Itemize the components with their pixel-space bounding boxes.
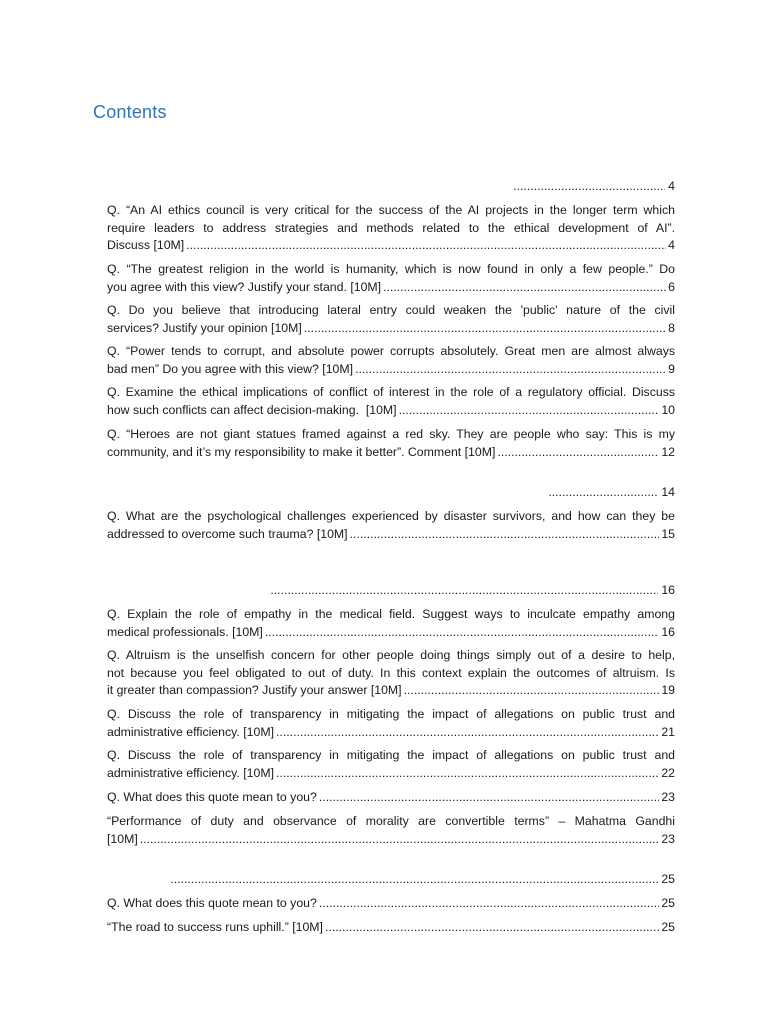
toc-page-number: 14 bbox=[661, 485, 675, 499]
toc-entry[interactable] bbox=[107, 919, 675, 937]
toc-entry[interactable] bbox=[107, 202, 675, 255]
toc-entry-text: Q. Altruism is the unselfish concern for other people doing things simply out of a desire to help, bbox=[107, 648, 675, 662]
toc-entry-text: bad men” Do you agree with this view? [10M] bbox=[107, 361, 354, 376]
toc-page-number: 16 bbox=[661, 583, 675, 597]
dot-leader bbox=[497, 444, 659, 462]
toc-entry-text: it greater than compassion? Justify your answer [10M] bbox=[107, 683, 402, 698]
toc-entry-placeholder[interactable] bbox=[107, 484, 675, 502]
toc-entry-text: administrative efficiency. [10M] bbox=[107, 765, 274, 780]
toc-page-number: 25 bbox=[661, 920, 675, 934]
toc-entry-text: Q. “An AI ethics council is very critical for the success of the AI projects in the longer term which bbox=[107, 203, 675, 217]
toc-entry-text: administrative efficiency. [10M] bbox=[107, 724, 274, 739]
dot-leader bbox=[319, 789, 659, 807]
dot-leader bbox=[399, 402, 660, 420]
dot-leader bbox=[325, 919, 659, 937]
toc-entry[interactable] bbox=[107, 261, 675, 296]
toc-entry-text: [10M] bbox=[107, 831, 138, 846]
toc-page-number: 10 bbox=[661, 402, 675, 417]
toc-entry-text: “The road to success runs uphill.” [10M] bbox=[107, 920, 323, 934]
toc-entry[interactable] bbox=[107, 343, 675, 378]
toc-entry[interactable] bbox=[107, 706, 675, 741]
toc-entry-placeholder[interactable] bbox=[107, 178, 675, 196]
toc-page-number: 25 bbox=[661, 896, 675, 910]
toc-page-number: 22 bbox=[661, 765, 675, 780]
toc-entry[interactable] bbox=[107, 302, 675, 337]
toc-entry-text: Q. “The greatest religion in the world is humanity, which is now found in only a few people.” Do bbox=[107, 262, 675, 276]
toc-entry-text: Q. What does this quote mean to you? bbox=[107, 790, 317, 804]
toc-entry-text: services? Justify your opinion [10M] bbox=[107, 320, 302, 335]
dot-leader bbox=[513, 178, 665, 196]
toc-entry-text: Q. Discuss the role of transparency in mitigating the impact of allegations on public trust and bbox=[107, 748, 675, 762]
toc-entry[interactable] bbox=[107, 426, 675, 461]
dot-leader bbox=[140, 831, 660, 849]
dot-leader bbox=[276, 724, 659, 742]
toc-entry-text: “Performance of duty and observance of morality are convertible terms” – Mahatma Gandhi bbox=[107, 814, 675, 828]
toc-entry-text: addressed to overcome such trauma? [10M] bbox=[107, 526, 348, 541]
dot-leader bbox=[355, 361, 666, 379]
dot-leader bbox=[548, 484, 658, 502]
toc-page-number: 12 bbox=[661, 444, 675, 459]
toc-entry[interactable] bbox=[107, 384, 675, 419]
dot-leader bbox=[319, 895, 659, 913]
toc-entry[interactable] bbox=[107, 813, 675, 848]
toc-entry-text: how such conflicts can affect decision-making. [10M] bbox=[107, 402, 397, 417]
dot-leader bbox=[383, 279, 666, 297]
toc-page-number: 4 bbox=[668, 179, 675, 193]
toc-page-number: 15 bbox=[661, 526, 675, 541]
toc-page-number: 4 bbox=[668, 238, 675, 253]
toc-page-number: 9 bbox=[668, 361, 675, 376]
toc-entry-text: Q. Discuss the role of transparency in mitigating the impact of allegations on public trust and bbox=[107, 707, 675, 721]
dot-leader bbox=[276, 765, 659, 783]
toc-entry-text: Q. What are the psychological challenges experienced by disaster survivors, and how can they be bbox=[107, 509, 675, 523]
toc-entry[interactable] bbox=[107, 647, 675, 700]
dot-leader bbox=[265, 624, 659, 642]
dot-leader bbox=[350, 526, 660, 544]
toc-page-number: 19 bbox=[661, 683, 675, 698]
toc-entry-text: Q. Explain the role of empathy in the medical field. Suggest ways to inculcate empathy among bbox=[107, 607, 675, 621]
toc-entry-text: Q. Do you believe that introducing lateral entry could weaken the 'public' nature of the civil bbox=[107, 303, 675, 317]
toc-entry-text: not because you feel obligated to out of duty. In this context explain the outcomes of altruism. Is bbox=[107, 665, 675, 680]
toc-entry-text: Q. “Heroes are not giant statues framed against a red sky. They are people who say: This is my bbox=[107, 427, 675, 441]
toc-entry[interactable] bbox=[107, 606, 675, 641]
dot-leader bbox=[270, 582, 658, 600]
toc-entry-text: medical professionals. [10M] bbox=[107, 624, 263, 639]
toc-entry-text: Discuss [10M] bbox=[107, 238, 185, 253]
toc-entry-text: Q. “Power tends to corrupt, and absolute power corrupts absolutely. Great men are almost always bbox=[107, 344, 675, 358]
toc-page-number: 21 bbox=[661, 724, 675, 739]
toc-entry-text: community, and it’s my responsibility to make it better”. Comment [10M] bbox=[107, 444, 496, 459]
toc-entry-text: Q. Examine the ethical implications of conflict of interest in the role of a regulatory official. Discuss bbox=[107, 385, 675, 399]
dot-leader bbox=[186, 237, 666, 255]
toc-entry-placeholder[interactable] bbox=[107, 582, 675, 600]
toc-entry-text: you agree with this view? Justify your stand. [10M] bbox=[107, 279, 382, 294]
toc-page-number: 8 bbox=[668, 320, 675, 335]
toc-page-number: 23 bbox=[661, 790, 675, 804]
toc-entry[interactable] bbox=[107, 508, 675, 543]
page-title: Contents bbox=[93, 102, 167, 122]
toc-page-number: 16 bbox=[661, 624, 675, 639]
toc-page-number: 25 bbox=[661, 872, 675, 886]
toc-page-number: 6 bbox=[668, 279, 675, 294]
toc-entry[interactable] bbox=[107, 747, 675, 782]
toc-entry-text: require leaders to address strategies and methods related to the ethical development of AI”. bbox=[107, 220, 675, 235]
dot-leader bbox=[304, 320, 666, 338]
dot-leader bbox=[404, 682, 660, 700]
toc-entry-placeholder[interactable] bbox=[107, 871, 675, 889]
toc-entry[interactable] bbox=[107, 895, 675, 913]
toc-entry-text: Q. What does this quote mean to you? bbox=[107, 896, 317, 910]
dot-leader bbox=[170, 871, 658, 889]
toc-page-number: 23 bbox=[661, 831, 675, 846]
toc-entry[interactable] bbox=[107, 789, 675, 807]
